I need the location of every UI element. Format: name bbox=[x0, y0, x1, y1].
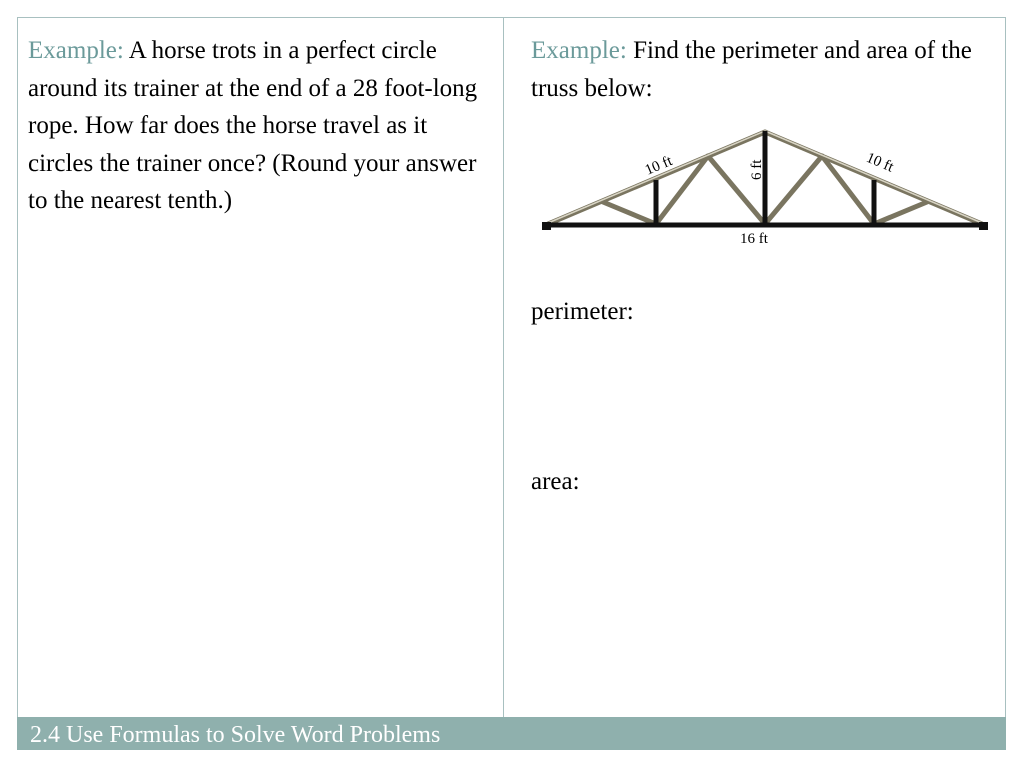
truss-right-side-label: 10 ft bbox=[863, 149, 896, 176]
footer-title: 2.4 Use Formulas to Solve Word Problems bbox=[30, 722, 441, 748]
left-example-label: Example: bbox=[28, 37, 124, 64]
left-example-text: A horse trots in a perfect circle around its trainer at the end of a 28 foot-long rope. How far does the horse travel as it circles the trainer once? (Round your answer to the nearest tenth.) bbox=[28, 37, 478, 214]
footer-title-bar bbox=[17, 717, 1006, 750]
right-example-label: Example: bbox=[531, 37, 627, 64]
column-divider bbox=[503, 17, 504, 717]
truss-base-label: 16 ft bbox=[740, 231, 768, 247]
right-example-panel bbox=[531, 32, 991, 107]
truss-diagram bbox=[538, 118, 992, 258]
area-label: area: bbox=[531, 468, 580, 495]
truss-black-members bbox=[544, 131, 986, 225]
perimeter-label: perimeter: bbox=[531, 298, 634, 325]
right-example-text: Find the perimeter and area of the truss below: bbox=[531, 37, 972, 102]
truss-left-side-label: 10 ft bbox=[642, 153, 675, 179]
left-example-panel bbox=[28, 32, 493, 220]
truss-height-label: 6 ft bbox=[749, 159, 765, 180]
